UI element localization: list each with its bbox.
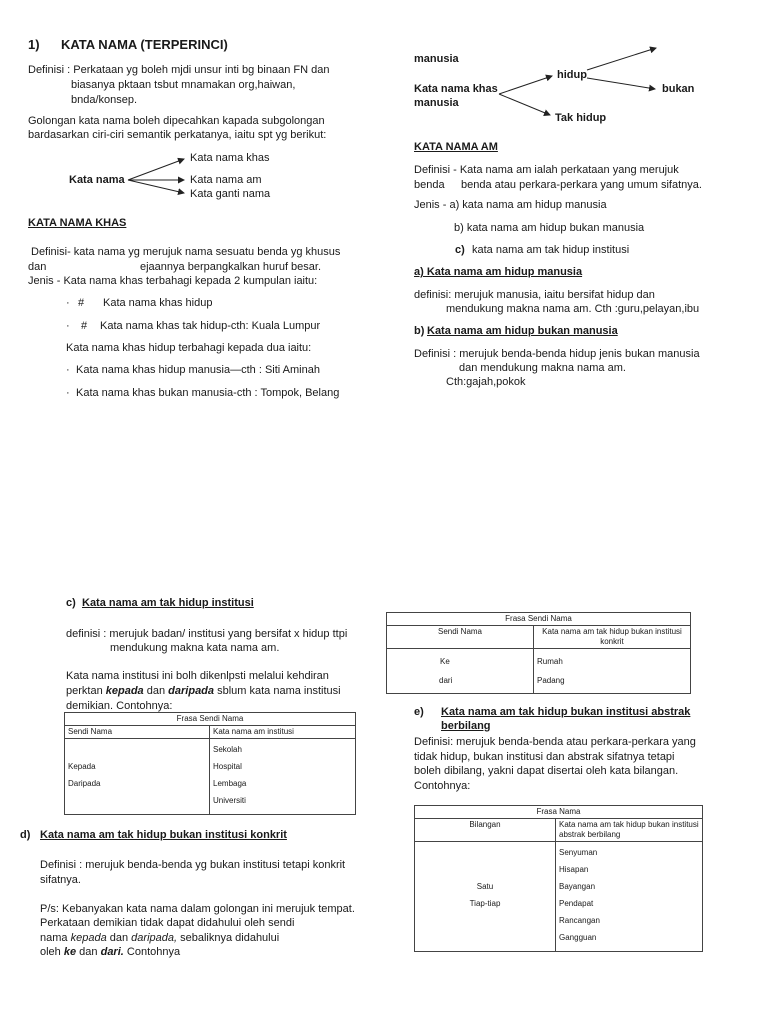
- table-cell: Hisapan: [559, 865, 589, 874]
- section-c-title: Kata nama am tak hidup institusi: [82, 597, 254, 609]
- ps4-ke: ke: [63, 946, 77, 958]
- bullet: ·: [66, 320, 70, 332]
- am-jenis-b: b) kata nama am hidup bukan manusia: [454, 222, 645, 234]
- ps3-a: nama: [40, 932, 68, 944]
- table-header: Kata nama am institusi: [210, 726, 356, 739]
- table-caption: Frasa Sendi Nama: [65, 713, 356, 726]
- table-cell: Lembaga: [213, 779, 247, 788]
- section-number: 1): [28, 37, 40, 52]
- table-cell: Sekolah: [213, 745, 242, 754]
- definition-line-1: Definisi : Perkataan yg boleh mjdi unsur inti bg binaan FN dan: [28, 64, 330, 76]
- ps-line-4: [40, 945, 180, 959]
- ps3-e: sebaliknya didahului: [180, 932, 280, 944]
- am-jenis-a: Jenis - a) kata nama am hidup manusia: [414, 199, 607, 211]
- b-definition-1: Definisi : merujuk benda-benda hidup jenis bukan manusia: [414, 348, 700, 360]
- am-jenis-c: kata nama am tak hidup institusi: [472, 244, 630, 256]
- table-cell: Tiap-tiap: [469, 899, 501, 908]
- table-caption: Frasa Nama: [415, 806, 703, 819]
- table-cell: Padang: [537, 676, 565, 685]
- c-definition-2: mendukung makna kata nama am.: [110, 642, 280, 654]
- table-cell: Bayangan: [559, 882, 596, 891]
- tree-arrows: [128, 159, 184, 193]
- am-section-title: KATA NAMA AM: [414, 141, 498, 153]
- bullet: ·: [66, 364, 70, 376]
- bullet: ·: [66, 387, 70, 399]
- page-heading: KATA NAMA (TERPERINCI): [61, 37, 228, 52]
- khas-definition-2b: ejaannya berpangkalkan huruf besar.: [140, 261, 322, 273]
- table-cell: [418, 933, 552, 950]
- table-header: Bilangan: [415, 819, 556, 842]
- table-cell: Senyuman: [559, 848, 598, 857]
- tree-item-khas: Kata nama khas: [190, 152, 270, 164]
- section-b-title: Kata nama am hidup bukan manusia: [427, 325, 618, 337]
- table-cell: dari: [439, 676, 453, 685]
- table-cell: Universiti: [213, 796, 246, 805]
- definition-line-2: biasanya pktaan tsbut mnamakan org,haiwan,: [71, 79, 296, 91]
- c-definition-1: definisi : merujuk badan/ institusi yang bersifat x hidup ttpi: [66, 628, 348, 640]
- diagram-khas-2: manusia: [414, 97, 459, 109]
- table-cell: [68, 745, 206, 762]
- section-c-label: c): [66, 597, 76, 609]
- golongan-line-2: bardasarkan ciri-ciri semantik perkatanya, iaitu spt yg berikut:: [28, 129, 327, 141]
- ps4-dan: dan: [79, 946, 98, 958]
- table-cell: Rumah: [537, 657, 563, 666]
- table-header: Kata nama am tak hidup bukan institusi abstrak berbilang: [556, 819, 703, 842]
- c-p2-kepada: kepada: [105, 685, 144, 697]
- table-cell: Daripada: [68, 779, 101, 788]
- golongan-line-1: Golongan kata nama boleh dipecahkan kapada subgolongan: [28, 115, 325, 127]
- khas-definition-1: Definisi- kata nama yg merujuk nama sesuatu benda yg khusus: [31, 246, 341, 258]
- diagram-hidup: hidup: [557, 69, 587, 81]
- c-p2-dan: dan: [146, 685, 166, 697]
- section-b-label: b): [414, 325, 425, 337]
- diagram-manusia: manusia: [414, 53, 459, 65]
- table-cell: [418, 865, 552, 882]
- diagram-bukan: bukan: [662, 83, 695, 95]
- c-paragraph-3: demikian. Contohnya:: [66, 700, 173, 712]
- hidup-manusia-item: Kata nama khas hidup manusia—cth : Siti Aminah: [76, 364, 320, 376]
- hash-mark: #: [81, 320, 88, 332]
- ps3-kepada: kepada: [70, 932, 107, 944]
- d-definition-1: Definisi : merujuk benda-benda yg bukan institusi tetapi konkrit: [40, 859, 346, 871]
- tree-item-ganti: Kata ganti nama: [190, 188, 271, 200]
- ps-line-1: P/s: Kebanyakan kata nama dalam golongan ini merujuk tempat.: [40, 903, 355, 915]
- frasa-sendi-nama-table-2: [386, 612, 691, 694]
- table-cell: [418, 848, 552, 865]
- c-p2-e: sblum kata nama institusi: [217, 685, 341, 697]
- c-paragraph-1: Kata nama institusi ini bolh dikenlpsti melalui kehdiran: [66, 670, 329, 682]
- hidup-bukan-manusia-item: Kata nama khas bukan manusia-cth : Tompok, Belang: [76, 387, 340, 399]
- table-header: Kata nama am tak hidup bukan institusi konkrit: [534, 626, 691, 649]
- e-definition-4: Contohnya:: [414, 780, 471, 792]
- c-paragraph-2: [66, 684, 341, 698]
- section-e-title-2: berbilang: [441, 720, 491, 732]
- table-cell: Pendapat: [559, 899, 594, 908]
- ps-line-3: [40, 931, 279, 945]
- table-cell: Ke: [440, 657, 450, 666]
- b-definition-2: dan mendukung makna nama am.: [459, 362, 626, 374]
- bullet: ·: [66, 297, 70, 309]
- table-header: Sendi Nama: [65, 726, 210, 739]
- table-caption: Frasa Sendi Nama: [387, 613, 691, 626]
- e-definition-3: boleh dibilang, yakni dapat disertai oleh kata bilangan.: [414, 765, 679, 777]
- am-definition-1: Definisi - Kata nama am ialah perkataan yang merujuk: [414, 164, 679, 176]
- frasa-nama-table: [414, 805, 703, 952]
- diagram-khas-1: Kata nama khas: [414, 83, 498, 95]
- d-definition-2: sifatnya.: [40, 874, 81, 886]
- am-definition-2a: benda: [414, 179, 445, 191]
- section-e-title-1: Kata nama am tak hidup bukan institusi abstrak: [441, 706, 691, 718]
- jenis-item-tak-hidup: Kata nama khas tak hidup-cth: Kuala Lumpur: [100, 320, 321, 332]
- c-p2-a: perktan: [66, 685, 103, 697]
- tree-root: Kata nama: [69, 174, 125, 186]
- e-definition-1: Definisi: merujuk benda-benda atau perkara-perkara yang: [414, 736, 696, 748]
- section-d-title: Kata nama am tak hidup bukan institusi konkrit: [40, 829, 287, 841]
- section-a-title: a) Kata nama am hidup manusia: [414, 266, 583, 278]
- table-header: Sendi Nama: [387, 626, 534, 649]
- hidup-intro: Kata nama khas hidup terbahagi kepada dua iaitu:: [66, 342, 312, 354]
- khas-definition-2a: dan: [28, 261, 47, 273]
- ps4-a: oleh: [40, 946, 61, 958]
- table-cell: Hospital: [213, 762, 242, 771]
- diagram-tak-hidup: Tak hidup: [555, 112, 607, 124]
- table-cell: Rancangan: [559, 916, 600, 925]
- tree-item-am: Kata nama am: [190, 174, 262, 186]
- am-definition-2b: benda atau perkara-perkara yang umum sifatnya.: [461, 179, 702, 191]
- hash-mark: #: [78, 297, 85, 309]
- e-definition-2: tidak hidup, bukan institusi dan abstrak sifatnya tetapi: [414, 751, 675, 763]
- section-d-label: d): [20, 829, 31, 841]
- table-cell: Gangguan: [559, 933, 597, 942]
- ps4-dari: dari.: [100, 946, 124, 958]
- table-cell: [418, 916, 552, 933]
- ps3-dan: dan: [109, 932, 129, 944]
- ps-line-2: Perkataan demikian tidak dapat didahului oleh sendi: [40, 917, 295, 929]
- jenis-item-hidup: Kata nama khas hidup: [103, 297, 213, 309]
- khas-section-title: KATA NAMA KHAS: [28, 217, 127, 229]
- section-e-label: e): [414, 706, 424, 718]
- ps4-e: Contohnya: [126, 946, 181, 958]
- table-cell: [68, 796, 206, 813]
- a-definition-1: definisi: merujuk manusia, iaitu bersifat hidup dan: [414, 289, 655, 301]
- ps3-daripada: daripada,: [131, 932, 178, 944]
- c-p2-daripada: daripada: [168, 685, 215, 697]
- khas-jenis: Jenis - Kata nama khas terbahagi kepada 2 kumpulan iaitu:: [28, 275, 318, 287]
- definition-line-3: bnda/konsep.: [71, 94, 138, 106]
- a-definition-2: mendukung makna nama am. Cth :guru,pelayan,ibu: [446, 303, 700, 315]
- table-cell: Kepada: [68, 762, 96, 771]
- b-definition-3: Cth:gajah,pokok: [446, 376, 526, 388]
- table-cell: Satu: [476, 882, 494, 891]
- am-jenis-c-label: c): [455, 244, 465, 256]
- frasa-sendi-nama-table-1: [64, 712, 356, 815]
